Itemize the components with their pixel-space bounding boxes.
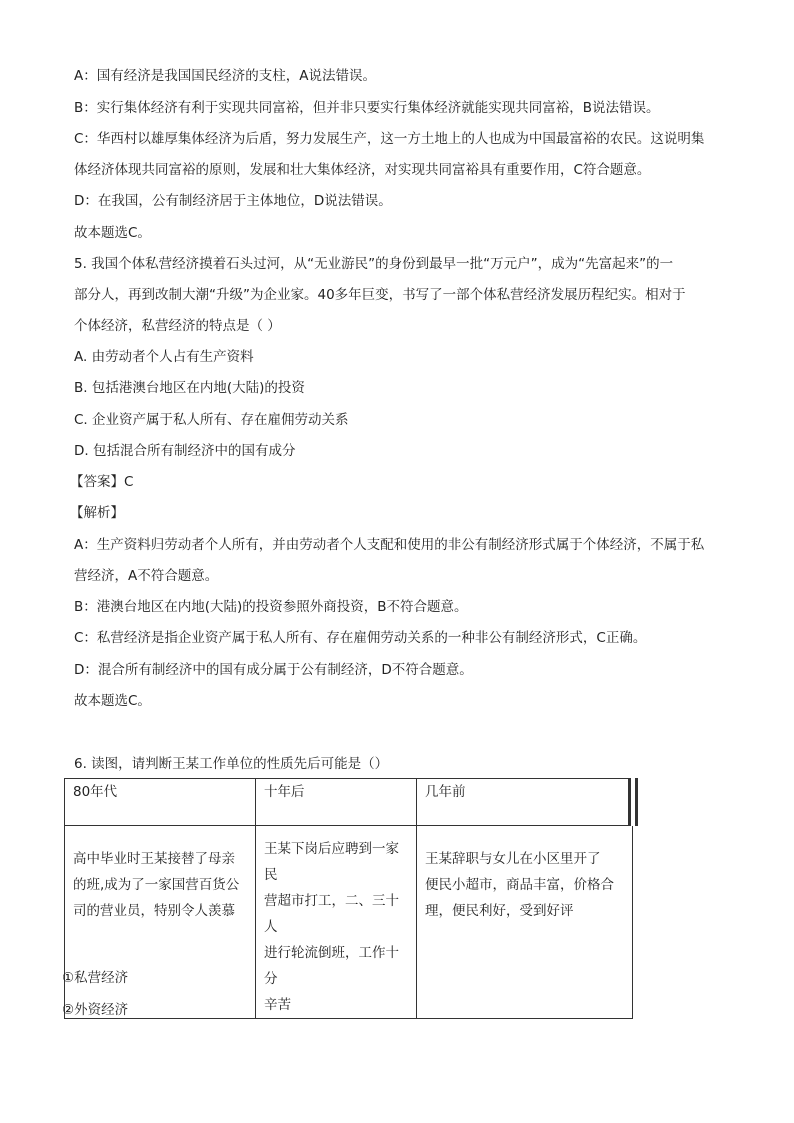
analysis-line: B：港澳台地区在内地(大陆)的投资参照外商投资，B不符合题意。 (74, 599, 468, 615)
cell-line: 进行轮流倒班，工作十分 (264, 945, 399, 987)
option-a: A. 由劳动者个人占有生产资料 (74, 349, 254, 365)
answer-line: D：在我国，公有制经济居于主体地位，D说法错误。 (74, 193, 392, 209)
question-5-stem: 5. 我国个体私营经济摸着石头过河，从“无业游民”的身份到最早一批“万元户”，成为“先富起来”的一 (74, 256, 674, 272)
cell-line: 便民小超市，商品丰富，价格合 (425, 877, 614, 893)
question-5-stem: 部分人，再到改制大潮“升级”为企业家。40多年巨变，书写了一部个体私营经济发展历程纪实。相对于 (74, 287, 686, 303)
analysis-line: C：私营经济是指企业资产属于私人所有、存在雇佣劳动关系的一种非公有制经济形式，C正确。 (74, 630, 647, 646)
table-cell (417, 826, 633, 1019)
answer-line: 体经济体现共同富裕的原则，发展和壮大集体经济，对实现共同富裕具有重要作用，C符合题意。 (74, 162, 651, 178)
table-cell (65, 826, 256, 1019)
table-header-cell: 几年前 (417, 779, 633, 826)
analysis-label: 【解析】 (70, 505, 124, 521)
option-d: D. 包括混合所有制经济中的国有成分 (74, 443, 296, 459)
cell-line: 王某下岗后应聘到一家民 (264, 841, 399, 883)
cell-line: 辛苦 (264, 997, 291, 1013)
analysis-line: 营经济，A不符合题意。 (74, 568, 219, 584)
conclusion-line: 故本题选C。 (74, 225, 151, 241)
answer-line: C：华西村以雄厚集体经济为后盾，努力发展生产，这一方土地上的人也成为中国最富裕的农民。这说明集 (74, 131, 705, 147)
cell-line: 理，便民利好，受到好评 (425, 903, 574, 919)
table-header-cell: 80年代 (65, 779, 256, 826)
table-header-cell: 十年后 (256, 779, 417, 826)
cell-line: 司的营业员，特别令人羡慕 (73, 903, 235, 919)
question-6-table (64, 778, 638, 1019)
question-6-stem: 6. 读图，请判断王某工作单位的性质先后可能是（） (74, 756, 389, 772)
answer-line: A：国有经济是我国国民经济的支柱，A说法错误。 (74, 68, 376, 84)
option-2: ②外资经济 (62, 1002, 129, 1018)
table-header-row (65, 779, 633, 826)
question-5-stem: 个体经济，私营经济的特点是（ ） (74, 318, 281, 334)
table-cell (256, 826, 417, 1019)
analysis-line: A：生产资料归劳动者个人所有，并由劳动者个人支配和使用的非公有制经济形式属于个体经济，不属于私 (74, 537, 705, 553)
conclusion-line: 故本题选C。 (74, 693, 151, 709)
cell-line: 的班,成为了一家国营百货公 (73, 877, 240, 893)
option-c: C. 企业资产属于私人所有、存在雇佣劳动关系 (74, 412, 349, 428)
cell-line: 营超市打工，二、三十人 (264, 893, 399, 935)
option-1: ①私营经济 (62, 970, 129, 986)
cell-line: 高中毕业时王某接替了母亲 (73, 851, 235, 867)
analysis-line: D：混合所有制经济中的国有成分属于公有制经济，D不符合题意。 (74, 662, 473, 678)
answer-line: B：实行集体经济有利于实现共同富裕，但并非只要实行集体经济就能实现共同富裕，B说法错误。 (74, 100, 660, 116)
answer-label: 【答案】C (70, 474, 134, 490)
table-row (65, 826, 633, 1019)
option-b: B. 包括港澳台地区在内地(大陆)的投资 (74, 380, 305, 396)
cell-line: 王某辞职与女儿在小区里开了 (425, 851, 601, 867)
